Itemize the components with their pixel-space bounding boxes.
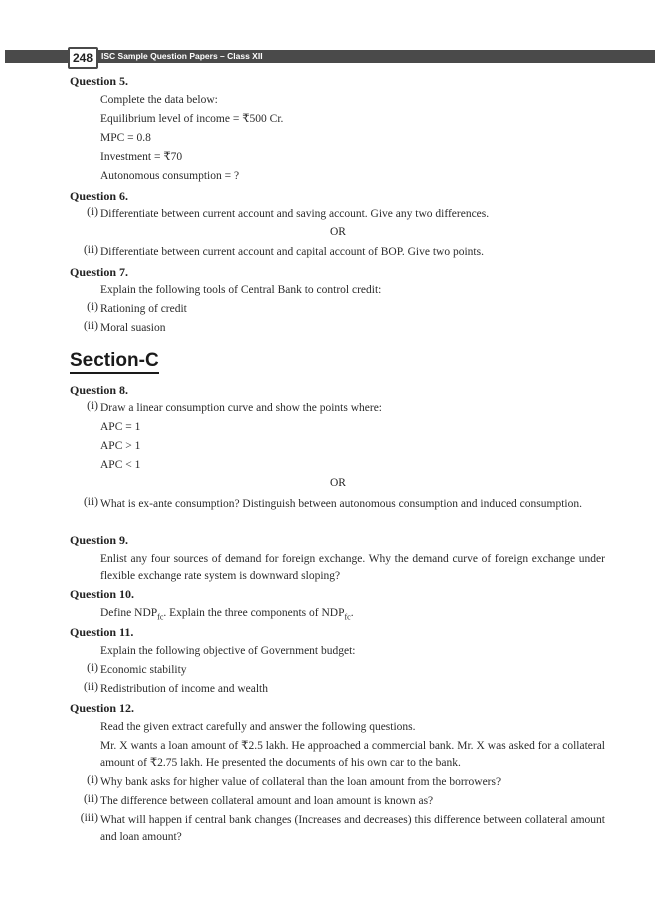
q10-text-a: Define NDP — [100, 607, 158, 619]
q8-apc-equal: APC = 1 — [100, 421, 141, 433]
q12-iii-number: (iii) — [80, 812, 98, 824]
page-number: 248 — [68, 47, 98, 69]
q12-i-number: (i) — [87, 774, 98, 786]
q5-line-4: Investment = ₹70 — [100, 151, 183, 163]
q8-i-text: Draw a linear consumption curve and show the points where: — [100, 402, 382, 414]
question-9-title: Question 9. — [70, 533, 129, 547]
q9-text: Enlist any four sources of demand for foreign exchange. Why the demand curve of foreign exchange under flexible exchange rate system is downward sloping? — [100, 553, 605, 582]
q6-i-text: Differentiate between current account and saving account. Give any two differences. — [100, 208, 490, 220]
q11-i-number: (i) — [87, 662, 98, 674]
question-8-title: Question 8. — [70, 383, 129, 397]
q7-ii-number: (ii) — [83, 320, 98, 332]
q5-line-2: Equilibrium level of income = ₹500 Cr. — [100, 113, 284, 125]
section-c-heading: Section-C — [70, 351, 159, 374]
q7-intro: Explain the following tools of Central Bank to control credit: — [100, 284, 382, 296]
question-11-title: Question 11. — [70, 625, 134, 639]
q7-ii-text: Moral suasion — [100, 322, 166, 334]
q8-apc-greater: APC > 1 — [100, 440, 141, 452]
q10-text-c: . — [350, 607, 354, 619]
question-5-title: Question 5. — [70, 74, 129, 88]
q5-line-5: Autonomous consumption = ? — [100, 170, 240, 182]
q11-intro: Explain the following objective of Government budget: — [100, 645, 356, 657]
book-title: ISC Sample Question Papers – Class XII — [101, 51, 263, 61]
q10-text — [100, 605, 605, 625]
q5-line-1: Complete the data below: — [100, 94, 218, 106]
q8-or: OR — [330, 477, 346, 489]
q8-i-number: (i) — [87, 400, 98, 412]
q6-ii-number: (ii) — [83, 244, 98, 256]
q7-i-number: (i) — [87, 301, 98, 313]
q12-ii-number: (ii) — [83, 793, 98, 805]
question-6-title: Question 6. — [70, 189, 129, 203]
q10-sub-a: fc — [157, 612, 164, 622]
q8-apc-less: APC < 1 — [100, 459, 141, 471]
q5-line-3: MPC = 0.8 — [100, 132, 151, 144]
q12-ii-text: The difference between collateral amount and loan amount is known as? — [100, 795, 434, 807]
q8-ii-text: What is ex-ante consumption? Distinguish between autonomous consumption and induced consumption. — [100, 498, 582, 510]
q6-ii-text: Differentiate between current account and capital account of BOP. Give two points. — [100, 246, 484, 258]
q12-intro: Read the given extract carefully and answer the following questions. — [100, 721, 416, 733]
q11-ii-number: (ii) — [83, 681, 98, 693]
q12-iii-text: What will happen if central bank changes (Increases and decreases) this difference between collateral amount and loan amount? — [100, 814, 605, 843]
q10-sub-b: fc — [344, 612, 351, 622]
q10-text-b: . Explain the three components of NDP — [163, 607, 345, 619]
question-10-title: Question 10. — [70, 587, 135, 601]
q8-ii-number: (ii) — [83, 496, 98, 508]
question-12-title: Question 12. — [70, 701, 135, 715]
q7-i-text: Rationing of credit — [100, 303, 187, 315]
q11-ii-text: Redistribution of income and wealth — [100, 683, 268, 695]
q6-i-number: (i) — [87, 206, 98, 218]
question-7-title: Question 7. — [70, 265, 129, 279]
q11-i-text: Economic stability — [100, 664, 187, 676]
q12-extract: Mr. X wants a loan amount of ₹2.5 lakh. He approached a commercial bank. Mr. X was asked for a collateral amount of ₹2.75 lakh. He presented the documents of his own car to the bank. — [100, 740, 605, 769]
q12-i-text: Why bank asks for higher value of collateral than the loan amount from the borrowers? — [100, 776, 502, 788]
q6-or: OR — [330, 226, 346, 238]
